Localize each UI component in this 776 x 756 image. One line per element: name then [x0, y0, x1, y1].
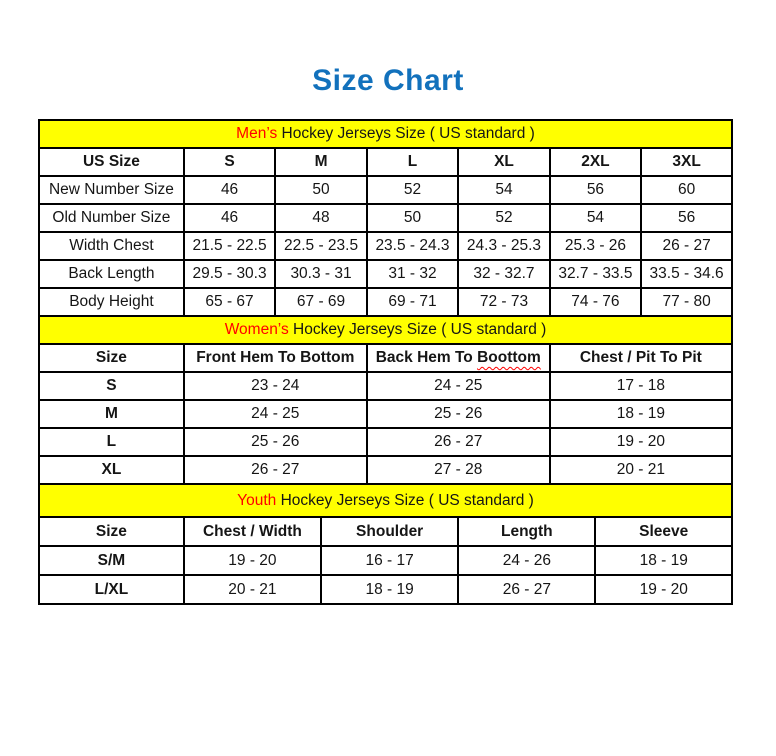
value-cell: 77 - 80: [641, 288, 732, 316]
header-cell: US Size: [39, 148, 184, 176]
header-cell: L: [367, 148, 458, 176]
row-label-cell: Old Number Size: [39, 204, 184, 232]
value-cell: 19 - 20: [184, 546, 321, 575]
header-row: [39, 344, 732, 372]
header-cell: Chest / Pit To Pit: [550, 344, 732, 372]
table-row: [39, 428, 732, 456]
value-cell: 60: [641, 176, 732, 204]
size-tables: [38, 119, 733, 605]
header-cell: M: [275, 148, 366, 176]
section-band-mens: [39, 120, 732, 148]
value-cell: 46: [184, 176, 275, 204]
band-rest-text: Hockey Jerseys Size ( US standard ): [277, 125, 535, 142]
value-cell: 25 - 26: [184, 428, 367, 456]
header-cell: Front Hem To Bottom: [184, 344, 367, 372]
table-row: [39, 176, 732, 204]
value-cell: 32.7 - 33.5: [550, 260, 641, 288]
table-row: [39, 204, 732, 232]
value-cell: 24 - 26: [458, 546, 595, 575]
value-cell: 33.5 - 34.6: [641, 260, 732, 288]
value-cell: 54: [458, 176, 549, 204]
row-label-cell: S/M: [39, 546, 184, 575]
table-row: [39, 575, 732, 604]
header-cell: Length: [458, 517, 595, 546]
value-cell: 21.5 - 22.5: [184, 232, 275, 260]
value-cell: 23 - 24: [184, 372, 367, 400]
value-cell: 52: [367, 176, 458, 204]
value-cell: 19 - 20: [595, 575, 732, 604]
size-table-mens: [38, 119, 733, 317]
value-cell: 54: [550, 204, 641, 232]
header-row: [39, 517, 732, 546]
value-cell: 22.5 - 23.5: [275, 232, 366, 260]
value-cell: 24 - 25: [367, 372, 550, 400]
value-cell: 52: [458, 204, 549, 232]
section-band-youth: [39, 484, 732, 517]
value-cell: 23.5 - 24.3: [367, 232, 458, 260]
table-row: [39, 456, 732, 484]
value-cell: 56: [550, 176, 641, 204]
value-cell: 26 - 27: [641, 232, 732, 260]
table-row: [39, 232, 732, 260]
size-chart-page: [0, 64, 776, 756]
value-cell: 67 - 69: [275, 288, 366, 316]
band-highlight-text: Men’s: [236, 125, 278, 142]
value-cell: 74 - 76: [550, 288, 641, 316]
value-cell: 72 - 73: [458, 288, 549, 316]
value-cell: 46: [184, 204, 275, 232]
value-cell: 69 - 71: [367, 288, 458, 316]
value-cell: 30.3 - 31: [275, 260, 366, 288]
header-row: [39, 148, 732, 176]
value-cell: 16 - 17: [321, 546, 458, 575]
value-cell: 50: [275, 176, 366, 204]
page-title: Size Chart: [312, 64, 464, 97]
value-cell: 24 - 25: [184, 400, 367, 428]
header-cell: Size: [39, 517, 184, 546]
row-label-cell: XL: [39, 456, 184, 484]
value-cell: 65 - 67: [184, 288, 275, 316]
row-label-cell: New Number Size: [39, 176, 184, 204]
value-cell: 18 - 19: [595, 546, 732, 575]
table-row: [39, 260, 732, 288]
value-cell: 27 - 28: [367, 456, 550, 484]
value-cell: 20 - 21: [550, 456, 732, 484]
header-cell: XL: [458, 148, 549, 176]
header-cell: 2XL: [550, 148, 641, 176]
section-band-womens: [39, 316, 732, 344]
section-band-row: [39, 484, 732, 517]
value-cell: 26 - 27: [184, 456, 367, 484]
size-table-womens: [38, 315, 733, 485]
band-rest-text: Hockey Jerseys Size ( US standard ): [288, 321, 547, 338]
value-cell: 56: [641, 204, 732, 232]
header-cell: Size: [39, 344, 184, 372]
header-cell: Sleeve: [595, 517, 732, 546]
row-label-cell: Back Length: [39, 260, 184, 288]
band-highlight-text: Youth: [237, 491, 277, 509]
header-cell: S: [184, 148, 275, 176]
value-cell: 25 - 26: [367, 400, 550, 428]
table-row: [39, 288, 732, 316]
section-band-row: [39, 316, 732, 344]
value-cell: 20 - 21: [184, 575, 321, 604]
row-label-cell: S: [39, 372, 184, 400]
table-row: [39, 372, 732, 400]
row-label-cell: L/XL: [39, 575, 184, 604]
misspelled-word-squiggle: Boottom: [477, 349, 541, 366]
row-label-cell: Body Height: [39, 288, 184, 316]
value-cell: 17 - 18: [550, 372, 732, 400]
row-label-cell: L: [39, 428, 184, 456]
value-cell: 50: [367, 204, 458, 232]
band-highlight-text: Women’s: [224, 321, 289, 338]
header-cell: 3XL: [641, 148, 732, 176]
value-cell: 31 - 32: [367, 260, 458, 288]
value-cell: 32 - 32.7: [458, 260, 549, 288]
value-cell: 26 - 27: [458, 575, 595, 604]
header-cell: Back Hem To Boottom: [367, 344, 550, 372]
header-cell: Shoulder: [321, 517, 458, 546]
section-band-row: [39, 120, 732, 148]
band-rest-text: Hockey Jerseys Size ( US standard ): [276, 491, 534, 509]
row-label-cell: M: [39, 400, 184, 428]
value-cell: 18 - 19: [550, 400, 732, 428]
table-row: [39, 546, 732, 575]
row-label-cell: Width Chest: [39, 232, 184, 260]
value-cell: 25.3 - 26: [550, 232, 641, 260]
size-table-youth: [38, 483, 733, 605]
value-cell: 29.5 - 30.3: [184, 260, 275, 288]
value-cell: 19 - 20: [550, 428, 732, 456]
value-cell: 18 - 19: [321, 575, 458, 604]
header-cell: Chest / Width: [184, 517, 321, 546]
table-row: [39, 400, 732, 428]
value-cell: 26 - 27: [367, 428, 550, 456]
value-cell: 48: [275, 204, 366, 232]
value-cell: 24.3 - 25.3: [458, 232, 549, 260]
